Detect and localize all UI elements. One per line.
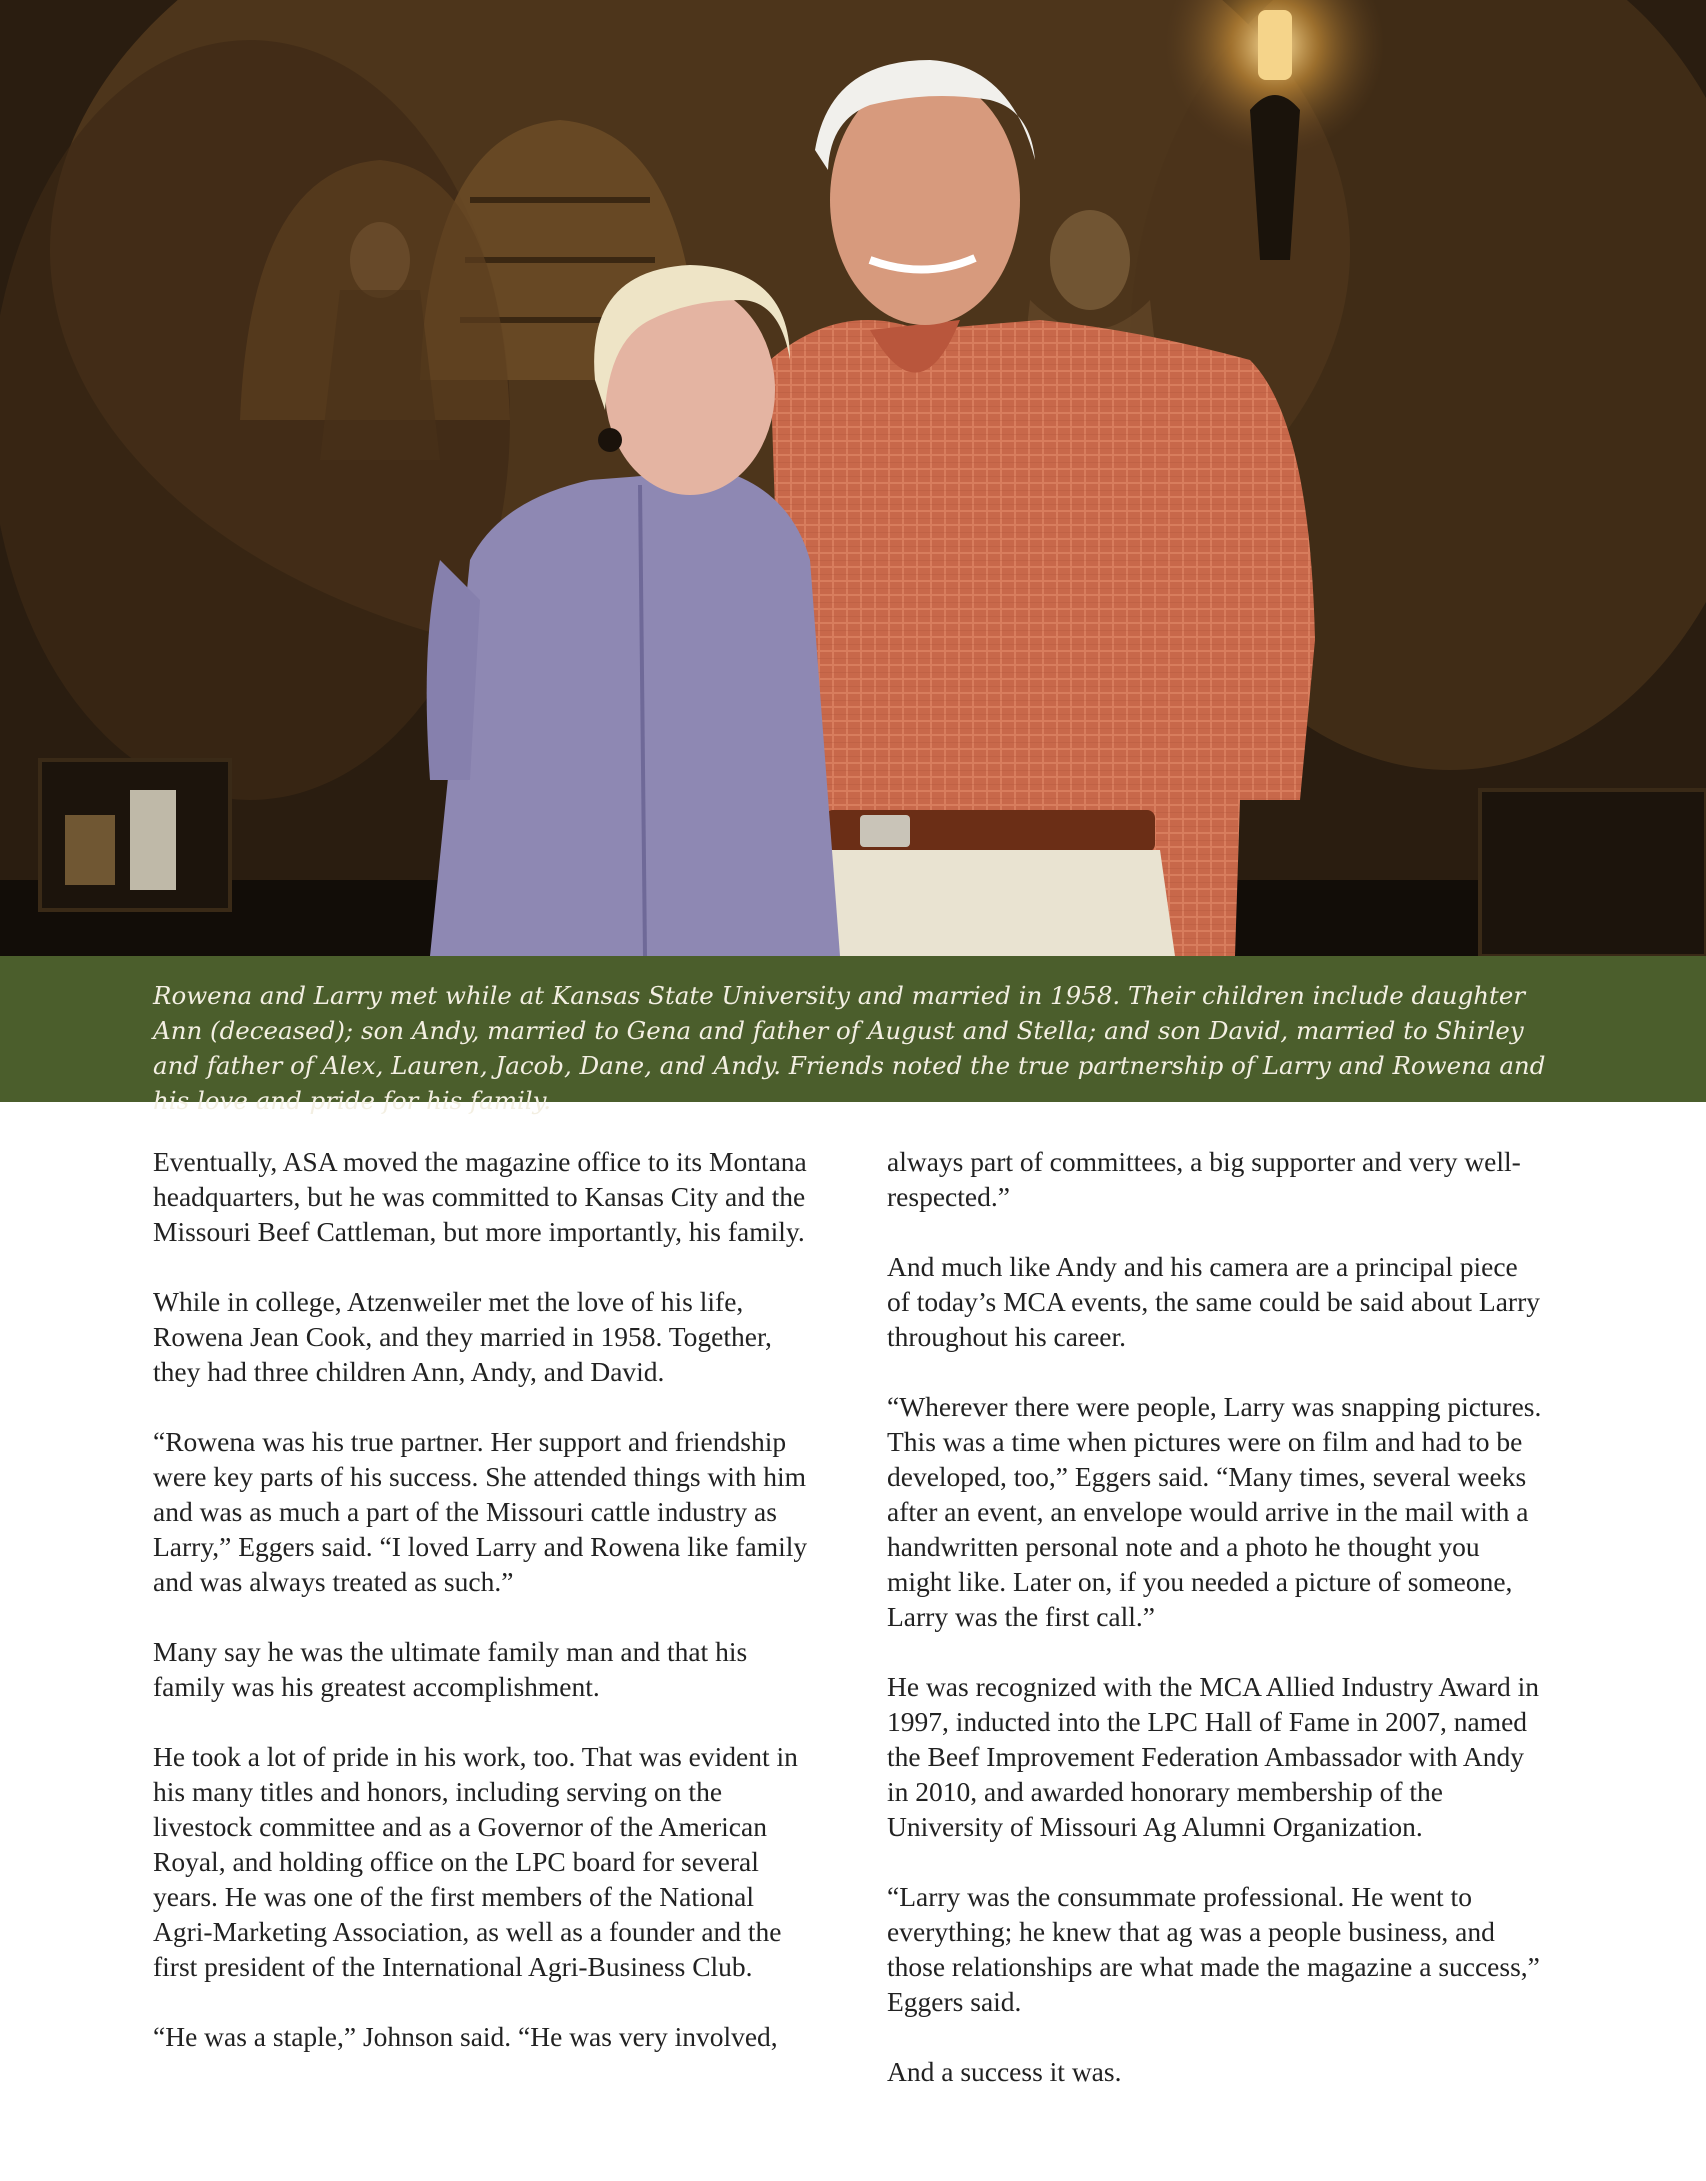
paragraph: Many say he was the ultimate family man and that his family was his greatest accomplishment. (153, 1636, 748, 1702)
paragraph: And a success it was. (887, 2056, 1122, 2087)
paragraph: Eventually, ASA moved the magazine office to its Montana headquarters, but he was committed to Kansas City and the Missouri Beef Cattleman, but more importantly, his family. (153, 1146, 807, 1247)
paragraph: And much like Andy and his camera are a principal piece of today’s MCA events, the same could be said about Larry throughout his career. (887, 1251, 1540, 1352)
paragraph: “Wherever there were people, Larry was snapping pictures. This was a time when pictures were on film and had to be developed, too,” Eggers said. “Many times, several weeks after an event, an envelope would arrive in the mail with a handwritten personal note and a photo he thought you might like. Later on, if you needed a picture of someone, Larry was the first call.” (887, 1391, 1542, 1632)
couple-photo (0, 0, 1706, 956)
photo-caption: Rowena and Larry met while at Kansas State University and married in 1958. Their children include daughter Ann (deceased); son Andy, married to Gena and father of August and Stella; and son David, married to Shirley and father of Alex, Lauren, Jacob, Dane, and Andy. Friends noted the true partnership of Larry and Rowena and his love and pride for his family. (153, 981, 1546, 1115)
paragraph: He took a lot of pride in his work, too. That was evident in his many titles and honors, including serving on the livestock committee and as a Governor of the American Royal, and holding office on the LPC board for several years. He was one of the first members of the National Agri-Marketing Association, as well as a founder and the first president of the International Agri-Business Club. (153, 1741, 798, 1982)
paragraph: “He was a staple,” Johnson said. “He was very involved, (153, 2021, 778, 2052)
couple-photo-illustration (0, 0, 1706, 956)
photo-caption-bar (0, 956, 1706, 1115)
paragraph: He was recognized with the MCA Allied Industry Award in 1997, inducted into the LPC Hall of Fame in 2007, named the Beef Improvement Federation Ambassador with Andy in 2010, and awarded honorary membership of the University of Missouri Ag Alumni Organization. (887, 1671, 1540, 1842)
paragraph: “Rowena was his true partner. Her support and friendship were key parts of his success. She attended things with him and was as much a part of the Missouri cattle industry as Larry,” Eggers said. “I loved Larry and Rowena like family and was always treated as such.” (153, 1426, 808, 1597)
paragraph: always part of committees, a big supporter and very well-respected.” (887, 1146, 1521, 1212)
paragraph: While in college, Atzenweiler met the love of his life, Rowena Jean Cook, and they married in 1958. Together, they had three children Ann, Andy, and David. (153, 1286, 772, 1387)
article-column-left (153, 1144, 813, 2089)
paragraph: “Larry was the consummate professional. He went to everything; he knew that ag was a people business, and those relationships are what made the magazine a success,” Eggers said. (887, 1881, 1540, 2017)
article-column-right (887, 1144, 1547, 2124)
